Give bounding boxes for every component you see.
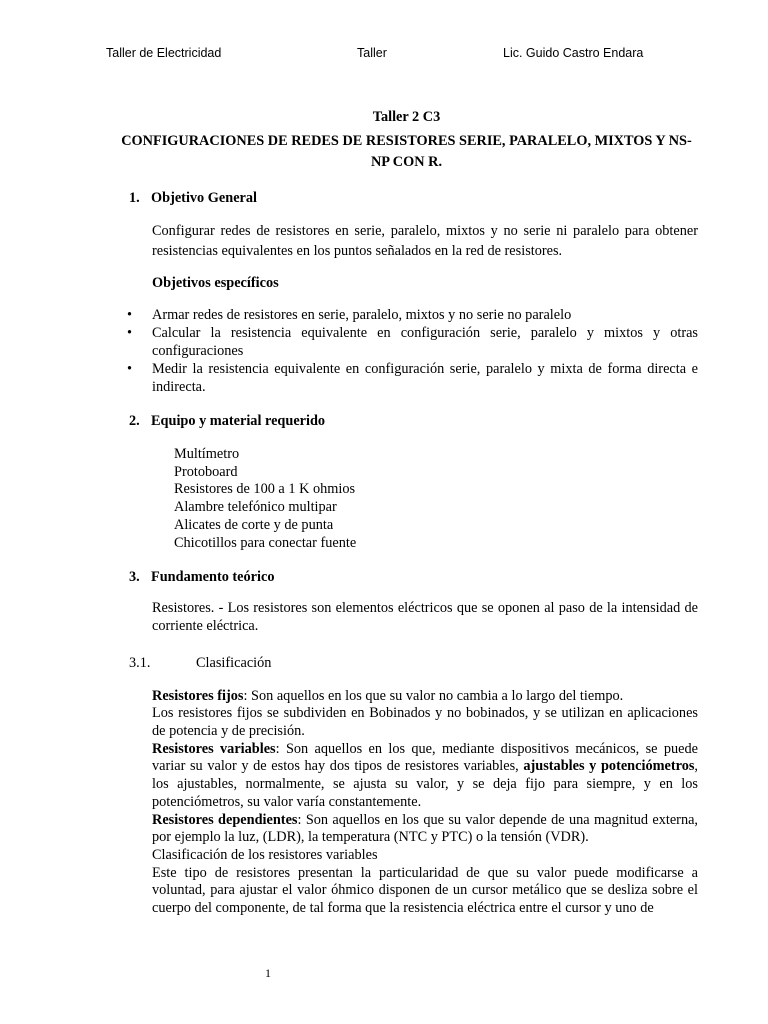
header-left: Taller de Electricidad xyxy=(106,46,222,60)
variable-resistors-label: Resistores variables xyxy=(152,740,276,757)
list-item: • Calcular la resistencia equivalente en configuración serie, paralelo y mixtos y otras configuraciones xyxy=(127,325,698,359)
section-3-intro: Resistores. - Los resistores son elementos eléctricos que se oponen al paso de la intensidad de corriente eléctrica. xyxy=(152,600,698,634)
section-2-title: Equipo y material requerido xyxy=(151,413,326,429)
list-item: Alicates de corte y de punta xyxy=(174,516,334,533)
variable-classification-line: Clasificación de los resistores variables xyxy=(152,846,378,863)
dependent-resistors-label: Resistores dependientes xyxy=(152,811,298,828)
section-3-number: 3. xyxy=(129,569,140,586)
doc-title: Taller 2 C3 xyxy=(372,109,441,125)
section-3-1-number: 3.1. xyxy=(129,654,151,671)
list-item: Protoboard xyxy=(174,463,238,480)
fixed-resistors-label: Resistores fijos xyxy=(152,687,244,704)
section-1-heading xyxy=(115,189,698,207)
list-item: Multímetro xyxy=(174,446,240,462)
section-1-title: Objetivo General xyxy=(151,190,258,206)
bullet-icon: • xyxy=(127,307,133,323)
equipment-list xyxy=(174,446,698,552)
list-item: Resistores de 100 a 1 K ohmios xyxy=(174,481,356,498)
header-center: Taller xyxy=(357,46,387,60)
section-3-1-title: Clasificación xyxy=(196,654,272,671)
section-3-1-heading xyxy=(129,654,698,672)
section-2-number: 2. xyxy=(129,413,140,429)
list-item: Chicotillos para conectar fuente xyxy=(174,534,357,551)
list-item: Alambre telefónico multipar xyxy=(174,499,337,516)
bullet-icon: • xyxy=(127,361,133,377)
section-3-heading xyxy=(115,568,698,586)
list-item: • Armar redes de resistores en serie, paralelo, mixtos y no serie no paralelo xyxy=(127,307,572,323)
variable-resistors-paragraph: Este tipo de resistores presentan la particularidad de que su valor puede modificarse a voluntad, para ajustar el valor óhmico disponen de un cursor metálico que se desliza sobre el cuerpo del componente, de tal forma que la resistencia eléctrica entre el cursor y uno de xyxy=(152,864,698,917)
section-2-heading xyxy=(115,412,698,430)
objectives-list xyxy=(115,306,698,396)
page-number: 1 xyxy=(265,966,271,980)
document-body xyxy=(115,108,698,918)
list-item: • Medir la resistencia equivalente en configuración serie, paralelo y mixta de forma directa e indirecta. xyxy=(127,361,698,395)
fixed-resistors-detail: Los resistores fijos se subdividen en Bobinados y no bobinados, y se utilizan en aplicaciones de potencia y de precisión. xyxy=(152,705,698,740)
section-1-number: 1. xyxy=(129,190,140,206)
header-right: Lic. Guido Castro Endara xyxy=(503,46,644,60)
page-header xyxy=(0,46,768,64)
doc-subtitle: CONFIGURACIONES DE REDES DE RESISTORES SERIE, PARALELO, MIXTOS Y NS-NP CON R. xyxy=(121,133,692,170)
section-1-subheading: Objetivos específicos xyxy=(152,275,279,291)
bullet-icon: • xyxy=(127,325,133,341)
section-3-title: Fundamento teórico xyxy=(151,569,275,586)
section-1-text: Configurar redes de resistores en serie, paralelo, mixtos y no serie ni paralelo para obtener resistencias equivalentes en los puntos señalados en la red de resistores. xyxy=(152,223,698,259)
classification-text: Resistores fijos: Son aquellos en los que su valor no cambia a lo largo del tiempo. Los resistores fijos se subdividen en Bobinados y no bobinados, y se utilizan en aplicaciones de potencia y de precisión. Resistores variables: Son aquellos en los que, mediante dispositivos mecánicos, se puede variar su valor y de estos hay dos tipos de resistores variables, ajustables y potenciómetros, los ajustables, normalmente, se ajusta su valor, y se deja fijo para siempre, y en los potenciómetros, su valor varía constantemente. Resistores dependientes: Son aquellos en los que su valor depende de una magnitud externa, por ejemplo la luz, (LDR), la temperatura (NTC y PTC) o la tensión (VDR). Clasificación de los resistores variables Este tipo de resistores presentan la particularidad de que su valor puede modificarse a voluntad, para ajustar el valor óhmico disponen de un cursor metálico que se desliza sobre el cuerpo del componente, de tal forma que la resistencia eléctrica entre el cursor y uno de xyxy=(152,687,699,917)
